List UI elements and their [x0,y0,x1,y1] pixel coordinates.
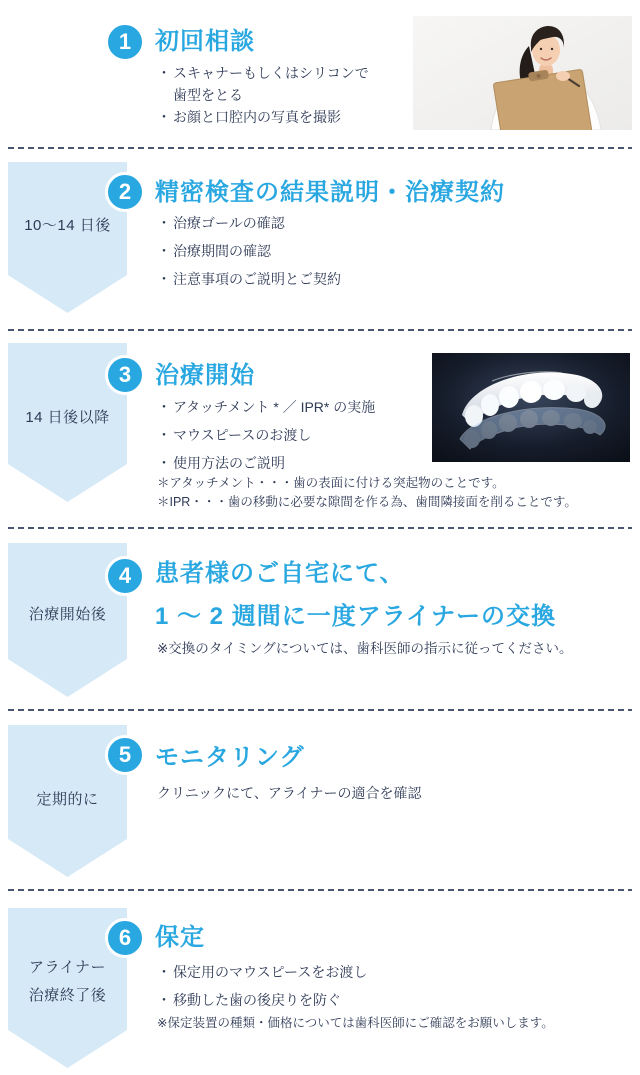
step-6-notes [157,1014,554,1033]
bullet-line [157,62,397,84]
bullet-line [157,265,341,293]
bullet-text: スキャナーもしくはシリコンで [173,65,369,81]
step-2-number-badge [105,172,145,212]
bullet-text: マウスピースのお渡し [173,427,312,443]
step-number: 5 [118,742,132,767]
step-5-title: モニタリング [155,744,305,771]
dashed-divider [8,709,632,711]
bullet-text: 治療ゴールの確認 [173,215,285,231]
bullet-line [157,393,375,421]
note-line: ＊IPR・・・歯の移動に必要な隙間を作る為、歯間隣接面を削ることです。 [157,495,577,509]
step-4-notes [157,639,573,659]
timing-line: アライナー [28,959,107,976]
step-2-timing-label: 10〜14 日後 [24,217,111,234]
bullet-line [157,84,397,106]
note-line: ※保定装置の種類・価格については歯科医師にご確認をお願いします。 [157,1016,554,1030]
step-3-notes [157,474,577,512]
step-number: 2 [118,179,132,204]
step-3-number-badge [105,355,145,395]
nurse-with-clipboard-photo [413,16,632,130]
bullet-line [157,986,367,1014]
bullet-text: 移動した歯の後戻りを防ぐ [173,992,341,1008]
bullet-dot: ・ [157,215,171,231]
step-3-bullets [157,393,375,477]
bullet-text: お顔と口腔内の写真を撮影 [173,109,341,125]
bullet-line [157,421,375,449]
step-number: 6 [118,925,132,950]
step-3-timing-label: 14 日後以降 [25,409,110,426]
bullet-text: 注意事項のご説明とご契約 [173,271,341,287]
clear-aligner-3d-photo [432,353,630,462]
step-4-title-line-1: 患者様のご自宅にて、 [155,560,405,587]
aligner-illustration [432,353,630,462]
timing-line: 治療終了後 [28,987,107,1004]
step-5-number-badge [105,735,145,775]
bullet-line [157,449,375,477]
step-1-title: 初回相談 [155,28,255,55]
bullet-dot: ・ [157,992,171,1008]
bullet-dot: ・ [157,455,171,471]
bullet-dot: ・ [157,65,171,81]
bullet-line [157,106,397,128]
step-4-number-badge [105,556,145,596]
step-4-timing-label: 治療開始後 [28,606,107,623]
bullet-text: 使用方法のご説明 [173,455,285,471]
step-1-number-badge [105,22,145,62]
step-6-bullets [157,958,367,1014]
note-line: ※交換のタイミングについては、歯科医師の指示に従ってください。 [157,641,573,656]
bullet-dot: ・ [157,964,171,980]
bullet-dot: ・ [157,243,171,259]
step-2-bullets [157,209,341,293]
nurse-illustration [413,16,632,130]
dashed-divider [8,889,632,891]
step-5-timing-label: 定期的に [36,791,99,808]
dashed-divider [8,329,632,331]
step-1-bullets [157,62,397,128]
bullet-line [157,237,341,265]
step-6-timing-label [8,954,127,1010]
bullet-text: アタッチメント * ／ IPR* の実施 [173,399,376,415]
step-6-number-badge [105,918,145,958]
bullet-dot: ・ [157,109,171,125]
step-number: 1 [118,29,132,54]
note-line: ＊アタッチメント・・・歯の表面に付ける突起物のことです。 [157,476,505,490]
bullet-dot: ・ [157,427,171,443]
step-2-title: 精密検査の結果説明・治療契約 [155,179,505,206]
dashed-divider [8,147,632,149]
step-number: 4 [118,563,132,588]
bullet-text: 保定用のマウスピースをお渡し [173,964,368,980]
bullet-dot: ・ [157,399,171,415]
bullet-dot: ・ [157,271,171,287]
bullet-text: 歯型をとる [173,87,243,103]
step-5-body: クリニックにて、アライナーの適合を確認 [157,785,422,801]
bullet-text: 治療期間の確認 [173,243,271,259]
step-6-title: 保定 [155,924,205,951]
bullet-line [157,958,367,986]
dashed-divider [8,527,632,529]
step-number: 3 [118,362,132,387]
step-4-title-line-2: 1 〜 2 週間に一度アライナーの交換 [155,603,556,630]
step-3-title: 治療開始 [155,362,255,389]
bullet-dot [157,84,173,106]
bullet-line [157,209,341,237]
